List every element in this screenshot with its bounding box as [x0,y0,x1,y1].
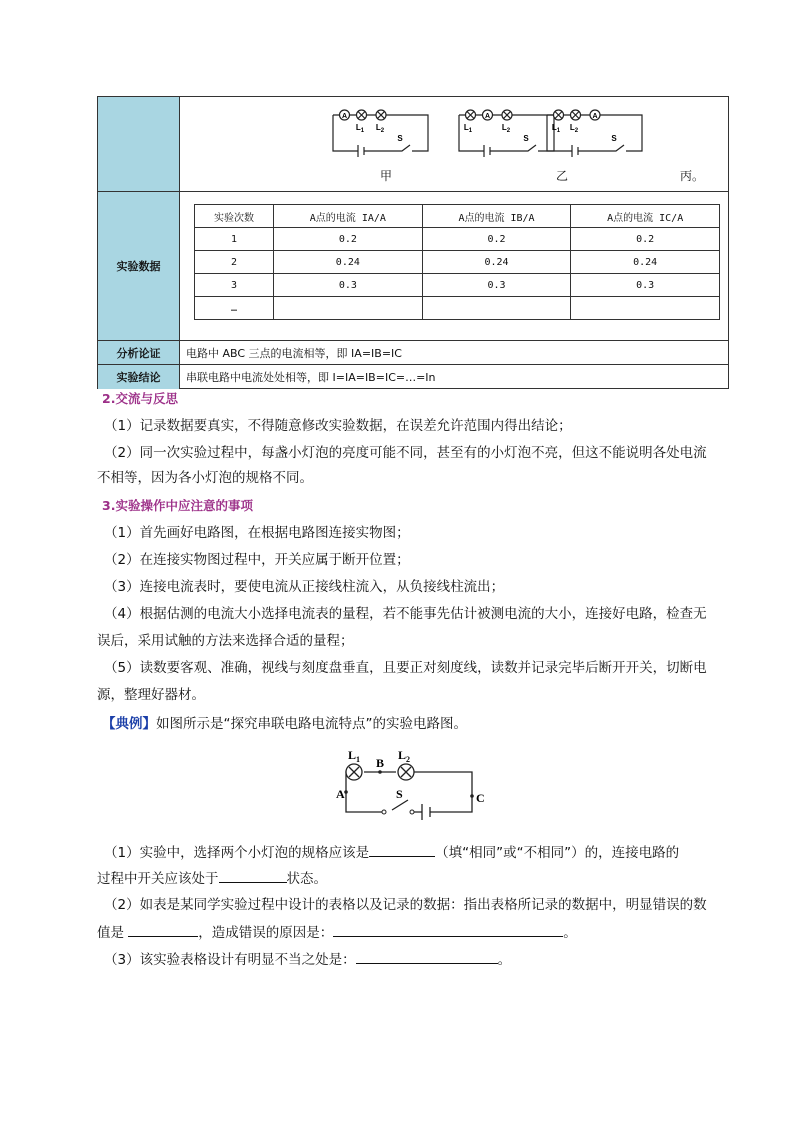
circuit-figures [180,97,728,191]
section2-paragraph: （2）同一次实验过程中，每盏小灯泡的亮度可能不同，甚至有的小灯泡不亮，但这不能说明各处电流 [104,445,707,461]
analysis-text: 电路中 ABC 三点的电流相等，即 IA=IB=IC [186,346,402,360]
point-b-label: B [376,756,385,770]
analysis-label: 分析论证 [98,341,180,364]
svg-text:L2: $L_2$ [375,123,385,134]
header-ia: A点的电流 IA/A [274,205,423,228]
circuit-figure-jia [330,103,434,157]
point-c-label: C [476,791,485,805]
data-row [98,192,728,341]
conclusion-label: 实验结论 [98,365,180,389]
table-row: 2 0.24 0.24 0.24 [195,251,720,274]
section3-paragraph: （5）读数要客观、准确，视线与刻度盘垂直，且要正对刻度线，读数并记录完毕后断开开关，切断电 [104,660,707,676]
section3-paragraph: （4）根据估测的电流大小选择电流表的量程，若不能事先估计被测电流的大小，连接好电路，检查无 [104,606,707,622]
answer-blank-table-flaw[interactable] [356,949,498,964]
header-trial: 实验次数 [195,205,274,228]
section2-paragraph: （1）记录数据要真实，不得随意修改实验数据，在误差允许范围内得出结论； [104,418,572,434]
section3-paragraph: （3）连接电流表时，要使电流从正接线柱流入，从负接线柱流出； [104,579,505,595]
section2-paragraph: 不相等，因为各小灯泡的规格不同。 [97,470,313,486]
answer-blank-wrong-value[interactable] [128,922,198,937]
section3-paragraph: （1）首先画好电路图，在根据电路图连接实物图； [104,525,410,541]
question-2-line: （2）如表是某同学实验过程中设计的表格以及记录的数据：指出表格所记录的数据中，明显错误的数 [104,897,707,913]
table-row: 1 0.2 0.2 0.2 [195,228,720,251]
svg-text:L1: $L_1$ [463,123,473,134]
conclusion-row [98,365,728,389]
section3-heading: 3.实验操作中应注意的事项 [102,498,253,513]
svg-text:L2: $L_2$ [398,748,411,764]
current-data-table [194,204,720,320]
svg-text:L1: $L_1$ [355,123,365,134]
point-a-label: A [336,787,345,801]
table-row: 3 0.3 0.3 0.3 [195,274,720,297]
table-row: … [195,297,720,320]
answer-blank-error-reason[interactable] [333,922,563,937]
svg-text:S: S [611,134,617,143]
svg-text:S: S [523,134,529,143]
svg-text:L2: $L_2$ [569,123,579,134]
svg-text:L2: $L_2$ [501,123,511,134]
svg-text:A: A [592,113,598,120]
analysis-row [98,341,728,365]
question-3-line: （3）该实验表格设计有明显不当之处是： 。 [104,949,511,969]
conclusion-text: 串联电路中电流处处相等，即 I=IA=IB=IC=…=In [186,371,436,384]
svg-text:L1: $L_1$ [348,748,361,764]
figure-row-label [98,97,180,191]
ammeter-symbol: A [341,113,348,120]
caption-yi: 乙 [556,169,569,183]
header-ib: A点的电流 IB/A [422,205,571,228]
answer-blank-spec[interactable] [369,842,435,857]
header-ic: A点的电流 IC/A [571,205,720,228]
caption-bing: 丙。 [680,169,705,183]
svg-text:S: S [397,134,403,143]
example-tag: 【典例】 [102,716,156,732]
section3-paragraph: （2）在连接实物图过程中，开关应属于断开位置； [104,552,410,568]
question-2-line2: 值是 ，造成错误的原因是： 。 [97,922,577,942]
experiment-table [97,96,729,389]
figure-row [98,97,728,192]
caption-jia: 甲 [380,169,393,183]
svg-text:A: A [484,113,491,120]
section3-paragraph: 误后，采用试触的方法来选择合适的量程； [97,633,354,649]
svg-text:L1: $L_1$ [551,123,561,134]
section2-heading: 2.交流与反思 [102,391,178,406]
question-1-line2: 过程中开关应该处于 状态。 [97,868,327,888]
question-1-line: （1）实验中，选择两个小灯泡的规格应该是 （填“相同”或“不相同”）的，连接电路的 [104,842,679,862]
example-intro: 如图所示是“探究串联电路电流特点”的实验电路图。 [156,716,467,732]
table-header-row [195,205,720,228]
circuit-figure-bing [544,103,648,157]
data-row-label: 实验数据 [98,192,180,340]
example-intro-line [102,715,467,733]
section3-paragraph: 源，整理好器材。 [97,687,205,703]
answer-blank-switch-state[interactable] [219,868,287,883]
switch-label: S [396,787,403,801]
example-circuit-figure [336,742,492,822]
